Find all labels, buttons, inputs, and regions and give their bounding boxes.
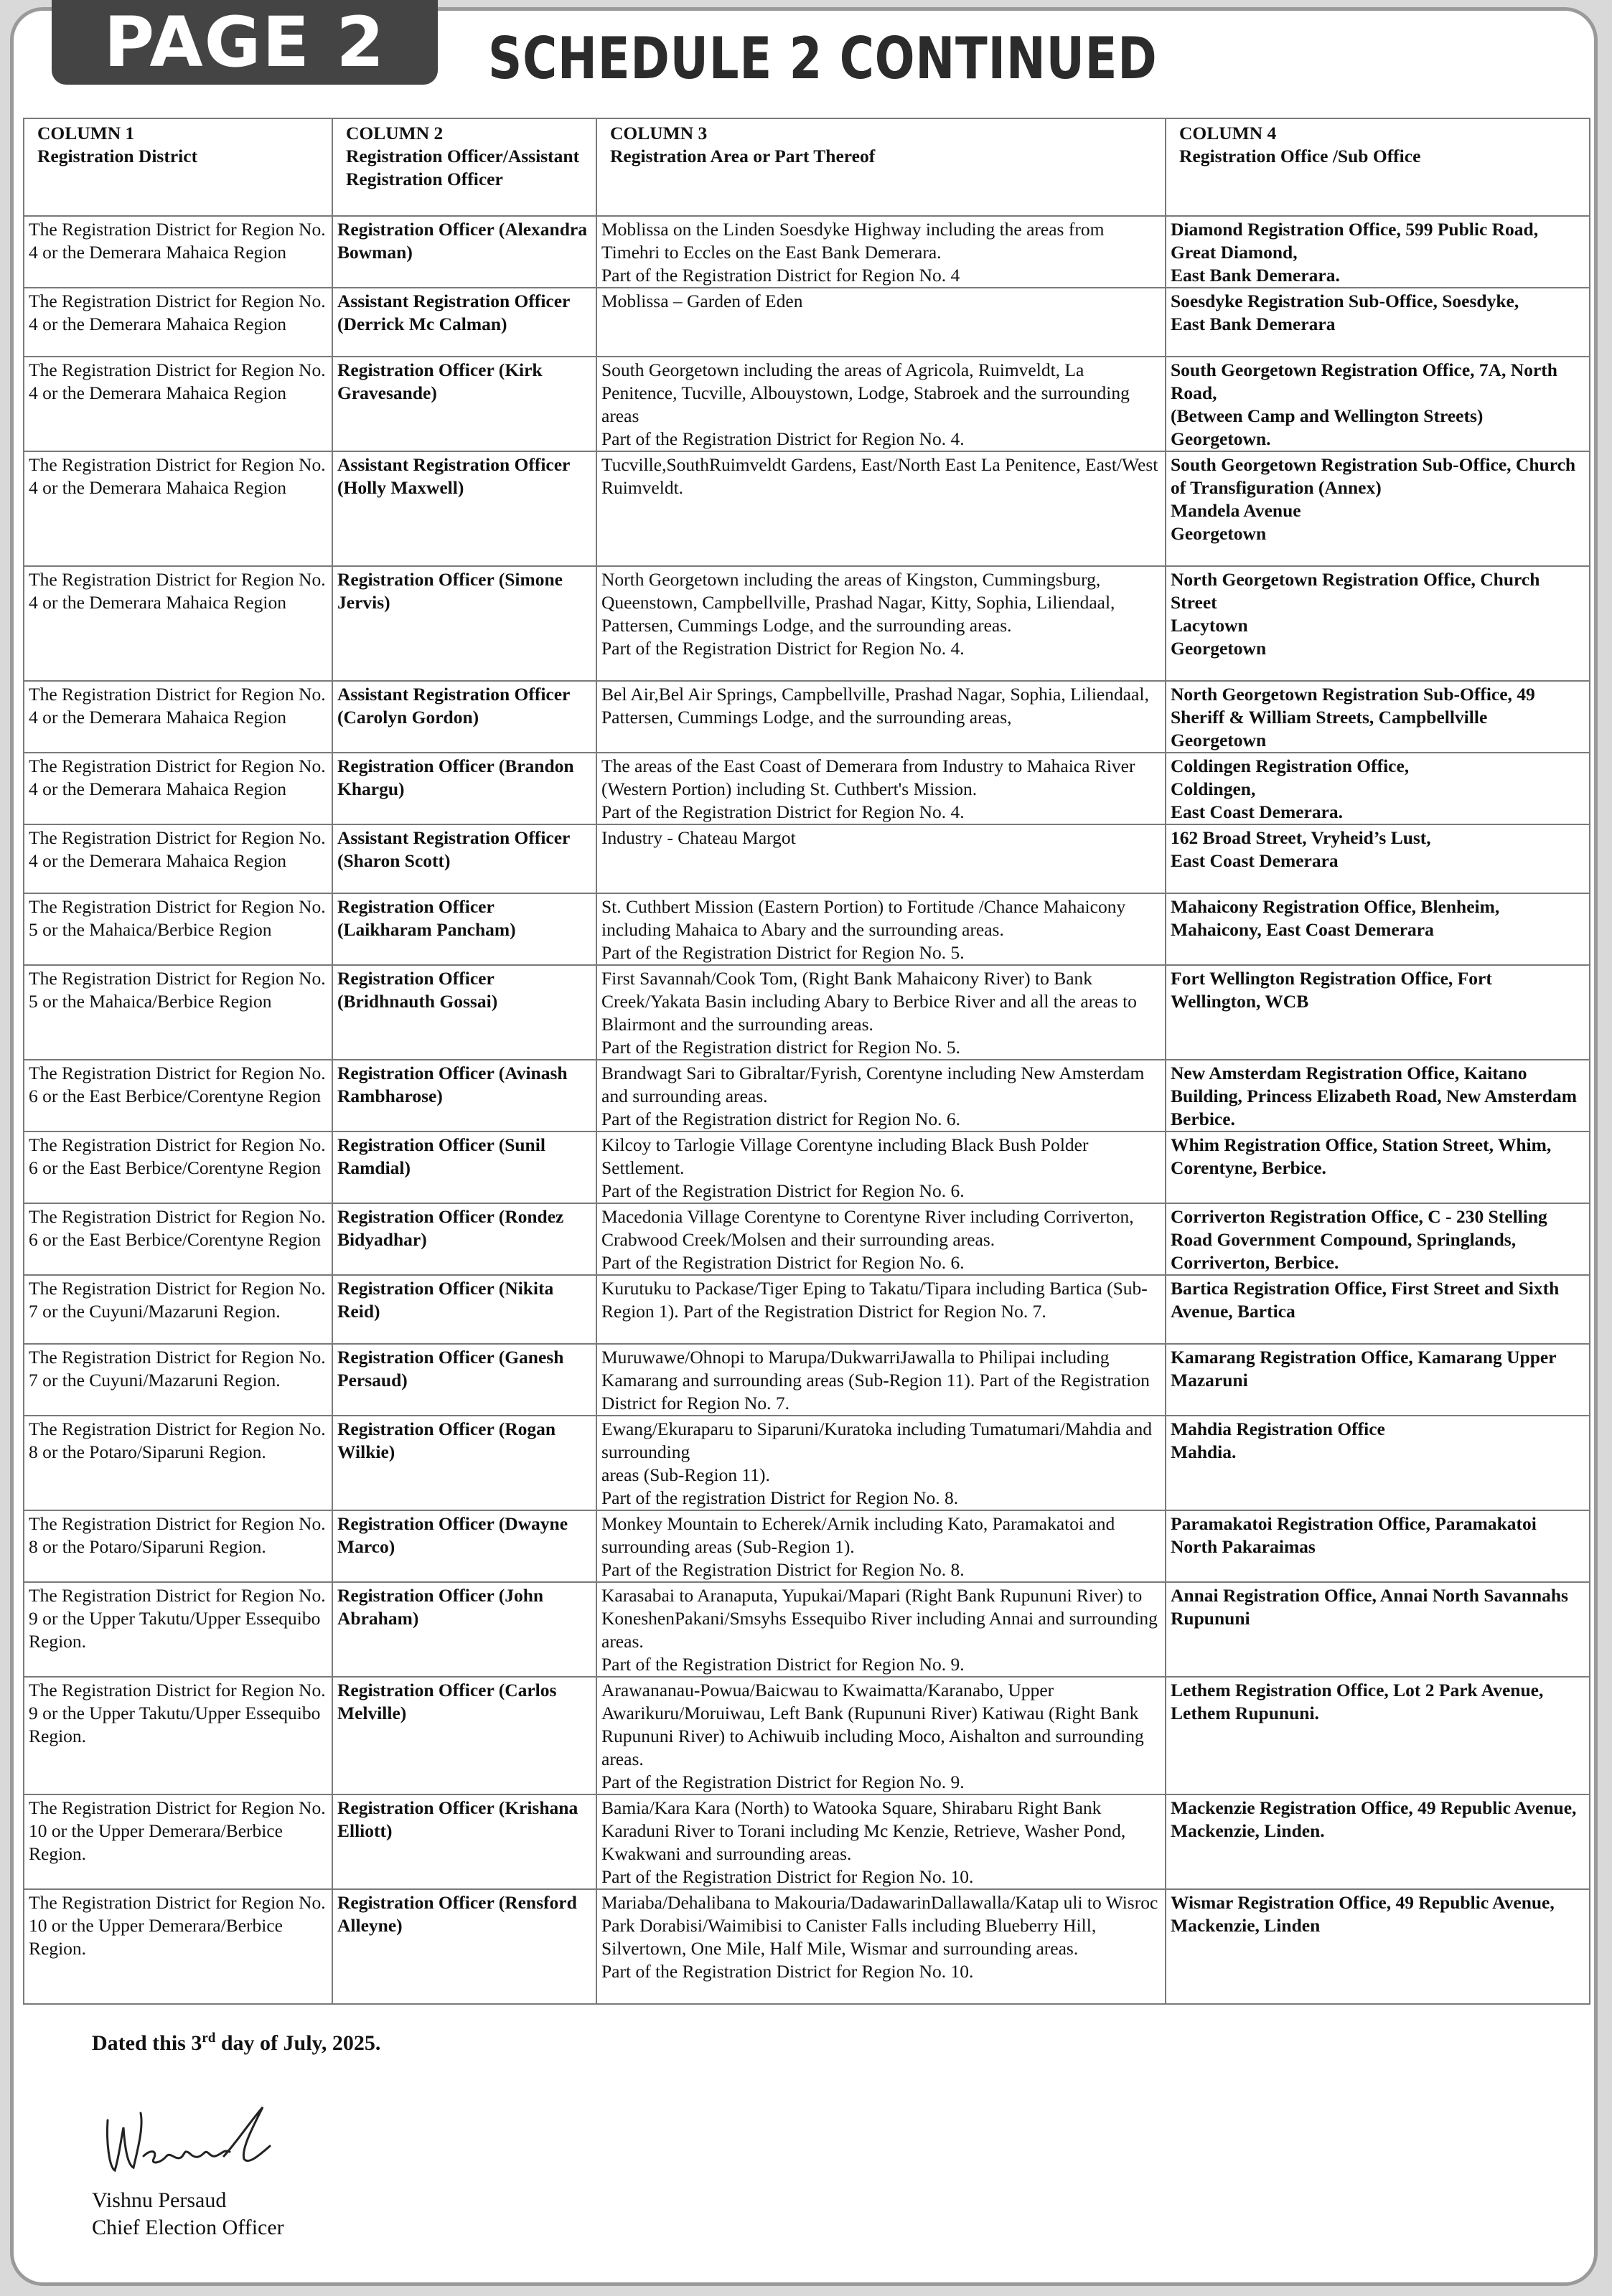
- district-cell: The Registration District for Region No. 6 or the East Berbice/Corentyne Region: [24, 1131, 332, 1203]
- table-row: [24, 1794, 1590, 1889]
- district-cell: The Registration District for Region No. 8 or the Potaro/Siparuni Region.: [24, 1416, 332, 1510]
- area-cell: [596, 893, 1166, 965]
- officer-cell: Registration Officer (Carlos Melville): [332, 1677, 596, 1794]
- district-cell: The Registration District for Region No. 4 or the Demerara Mahaica Region: [24, 824, 332, 893]
- table-row: [24, 753, 1590, 824]
- office-cell: [1166, 566, 1590, 681]
- area-line: Part of the Registration district for Region No. 6.: [601, 1109, 961, 1129]
- area-cell: [596, 753, 1166, 824]
- office-line: Coldingen Registration Office,: [1171, 756, 1410, 776]
- office-cell: [1166, 1275, 1590, 1344]
- area-line: Part of the Registration District for Region No. 9.: [601, 1772, 965, 1792]
- officer-cell: Assistant Registration Officer (Derrick Mc Calman): [332, 288, 596, 357]
- officer-cell: Registration Officer (Kirk Gravesande): [332, 357, 596, 451]
- area-line: Part of the Registration District for Region No. 9.: [601, 1654, 965, 1675]
- table-row: [24, 1510, 1590, 1582]
- signatory-name: Vishnu Persaud: [92, 2188, 227, 2212]
- officer-cell: Registration Officer (Ganesh Persaud): [332, 1344, 596, 1416]
- area-cell: [596, 1344, 1166, 1416]
- officer-cell: Registration Officer (John Abraham): [332, 1582, 596, 1677]
- office-line: Georgetown: [1171, 638, 1267, 659]
- office-cell: [1166, 753, 1590, 824]
- column-header: COLUMN 2 Registration Officer/Assistant Registration Officer: [332, 118, 596, 216]
- office-cell: [1166, 451, 1590, 566]
- office-cell: [1166, 1510, 1590, 1582]
- area-line: Monkey Mountain to Echerek/Arnik including Kato, Paramakatoi and surrounding areas (Sub-Region 1).: [601, 1513, 1115, 1557]
- office-line: 162 Broad Street, Vryheid’s Lust,: [1171, 827, 1431, 848]
- area-cell: [596, 1677, 1166, 1794]
- office-line: Bartica Registration Office, First Street and Sixth Avenue, Bartica: [1171, 1278, 1560, 1322]
- office-line: Soesdyke Registration Sub-Office, Soesdyke,: [1171, 291, 1519, 311]
- area-line: The areas of the East Coast of Demerara from Industry to Mahaica River (Western Portion) including St. Cuthbert's Mission.: [601, 756, 1135, 799]
- office-line: Georgetown.: [1171, 428, 1271, 449]
- office-cell: [1166, 1203, 1590, 1275]
- officer-cell: Assistant Registration Officer (Sharon Scott): [332, 824, 596, 893]
- office-line: East Coast Demerara: [1171, 850, 1339, 871]
- table-row: [24, 357, 1590, 451]
- area-line: Part of the Registration District for Region No. 4: [601, 265, 960, 286]
- office-cell: [1166, 1794, 1590, 1889]
- table-row: [24, 1203, 1590, 1275]
- page-label: PAGE 2: [52, 0, 438, 85]
- area-cell: [596, 357, 1166, 451]
- area-cell: [596, 566, 1166, 681]
- officer-cell: Registration Officer (Nikita Reid): [332, 1275, 596, 1344]
- column-header: COLUMN 1 Registration District: [24, 118, 332, 216]
- table-row: [24, 1344, 1590, 1416]
- district-cell: The Registration District for Region No. 9 or the Upper Takutu/Upper Essequibo Region.: [24, 1582, 332, 1677]
- table-row: [24, 893, 1590, 965]
- table-row: [24, 681, 1590, 753]
- office-line: North Georgetown Registration Office, Church Street: [1171, 569, 1540, 613]
- office-cell: [1166, 1677, 1590, 1794]
- office-line: (Between Camp and Wellington Streets): [1171, 405, 1484, 426]
- schedule-table: [23, 118, 1590, 2005]
- area-line: Arawananau-Powua/Baicwau to Kwaimatta/Karanabo, Upper Awarikuru/Moruiwau, Left Bank (Rupununi River) Katiwau (Right Bank Rupununi River) to Achiwuib including Moco, Aishalton and surrounding areas.: [601, 1680, 1144, 1769]
- table-row: [24, 1131, 1590, 1203]
- office-line: Wismar Registration Office, 49 Republic Avenue, Mackenzie, Linden: [1171, 1892, 1555, 1936]
- signatory: [92, 2187, 284, 2241]
- office-line: Lethem Registration Office, Lot 2 Park Avenue, Lethem Rupununi.: [1171, 1680, 1544, 1723]
- district-cell: The Registration District for Region No. 5 or the Mahaica/Berbice Region: [24, 893, 332, 965]
- officer-cell: Registration Officer (Simone Jervis): [332, 566, 596, 681]
- area-line: Moblissa on the Linden Soesdyke Highway including the areas from Timehri to Eccles on the East Bank Demerara.: [601, 219, 1105, 263]
- office-cell: [1166, 1889, 1590, 2004]
- area-line: Part of the Registration District for Region No. 4.: [601, 801, 965, 822]
- officer-cell: Registration Officer (Dwayne Marco): [332, 1510, 596, 1582]
- district-cell: The Registration District for Region No. 7 or the Cuyuni/Mazaruni Region.: [24, 1344, 332, 1416]
- table-row: [24, 566, 1590, 681]
- schedule-title: SCHEDULE 2 CONTINUED: [488, 25, 1158, 92]
- area-line: Brandwagt Sari to Gibraltar/Fyrish, Corentyne including New Amsterdam and surrounding areas.: [601, 1063, 1145, 1106]
- office-line: Paramakatoi Registration Office, Paramakatoi North Pakaraimas: [1171, 1513, 1537, 1557]
- area-cell: [596, 824, 1166, 893]
- officer-cell: Registration Officer (Rensford Alleyne): [332, 1889, 596, 2004]
- column-header: COLUMN 4 Registration Office /Sub Office: [1166, 118, 1590, 216]
- office-line: North Georgetown Registration Sub-Office, 49 Sheriff & William Streets, Campbellville: [1171, 684, 1535, 728]
- officer-cell: Registration Officer (Avinash Rambharose): [332, 1060, 596, 1131]
- area-line: Bamia/Kara Kara (North) to Watooka Square, Shirabaru Right Bank Karaduni River to Torani including Mc Kenzie, Retrieve, Washer Pond, Kwakwani and surrounding areas.: [601, 1797, 1126, 1864]
- area-line: Moblissa – Garden of Eden: [601, 291, 803, 311]
- office-line: Fort Wellington Registration Office, Fort Wellington, WCB: [1171, 968, 1492, 1012]
- area-line: Part of the Registration District for Region No. 10.: [601, 1866, 974, 1887]
- area-line: North Georgetown including the areas of Kingston, Cummingsburg, Queenstown, Campbellville, Prashad Nagar, Kitty, Sophia, Liliendaal, Pattersen, Cummings Lodge, and the surrounding areas.: [601, 569, 1115, 636]
- area-cell: [596, 1203, 1166, 1275]
- office-line: East Bank Demerara: [1171, 314, 1336, 334]
- officer-cell: Registration Officer (Rondez Bidyadhar): [332, 1203, 596, 1275]
- office-line: East Coast Demerara.: [1171, 801, 1344, 822]
- district-cell: The Registration District for Region No. 8 or the Potaro/Siparuni Region.: [24, 1510, 332, 1582]
- column-header: COLUMN 3 Registration Area or Part Thereof: [596, 118, 1166, 216]
- table-row: [24, 1889, 1590, 2004]
- officer-cell: Registration Officer (Bridhnauth Gossai): [332, 965, 596, 1060]
- officer-cell: Registration Officer (Laikharam Pancham): [332, 893, 596, 965]
- office-cell: [1166, 1582, 1590, 1677]
- area-line: Tucville,SouthRuimveldt Gardens, East/North East La Penitence, East/West Ruimveldt.: [601, 454, 1158, 498]
- district-cell: The Registration District for Region No. 4 or the Demerara Mahaica Region: [24, 357, 332, 451]
- district-cell: The Registration District for Region No. 6 or the East Berbice/Corentyne Region: [24, 1203, 332, 1275]
- officer-cell: Assistant Registration Officer (Holly Maxwell): [332, 451, 596, 566]
- table-row: [24, 288, 1590, 357]
- area-cell: [596, 216, 1166, 288]
- area-cell: [596, 1889, 1166, 2004]
- officer-cell: Registration Officer (Brandon Khargu): [332, 753, 596, 824]
- office-cell: [1166, 288, 1590, 357]
- area-line: Part of the Registration District for Region No. 4.: [601, 638, 965, 659]
- table-row: [24, 965, 1590, 1060]
- district-cell: The Registration District for Region No. 10 or the Upper Demerara/Berbice Region.: [24, 1889, 332, 2004]
- area-line: Kilcoy to Tarlogie Village Corentyne including Black Bush Polder Settlement.: [601, 1134, 1089, 1178]
- area-line: South Georgetown including the areas of Agricola, Ruimveldt, La Penitence, Tucville, Albouystown, Lodge, Stabroek and the surrounding areas: [601, 359, 1130, 426]
- office-cell: [1166, 681, 1590, 753]
- office-line: South Georgetown Registration Sub-Office, Church of Transfiguration (Annex): [1171, 454, 1576, 498]
- area-cell: [596, 1582, 1166, 1677]
- signature-image: [100, 2099, 280, 2185]
- area-line: Mariaba/Dehalibana to Makouria/DadawarinDallawalla/Katap uli to Wisroc Park Dorabisi/Waimibisi to Canister Falls including Blueberry Hill, Silvertown, One Mile, Half Mile, Wismar and surrounding areas.: [601, 1892, 1158, 1959]
- area-cell: [596, 1275, 1166, 1344]
- area-line: Muruwawe/Ohnopi to Marupa/DukwarriJawalla to Philipai including Kamarang and surrounding areas (Sub-Region 11). Part of the Registration District for Region No. 7.: [601, 1347, 1150, 1413]
- office-line: Georgetown: [1171, 523, 1267, 544]
- table-row: [24, 1275, 1590, 1344]
- office-line: Whim Registration Office, Station Street, Whim, Corentyne, Berbice.: [1171, 1134, 1552, 1178]
- office-cell: [1166, 1060, 1590, 1131]
- office-line: Mahdia Registration Office: [1171, 1418, 1385, 1439]
- office-cell: [1166, 824, 1590, 893]
- area-cell: [596, 1510, 1166, 1582]
- dated-line: Dated this 3rd day of July, 2025.: [92, 2031, 381, 2055]
- area-line: St. Cuthbert Mission (Eastern Portion) to Fortitude /Chance Mahaicony including Mahaica to Abary and the surrounding areas.: [601, 896, 1126, 940]
- officer-cell: Registration Officer (Alexandra Bowman): [332, 216, 596, 288]
- district-cell: The Registration District for Region No. 10 or the Upper Demerara/Berbice Region.: [24, 1794, 332, 1889]
- office-line: New Amsterdam Registration Office, Kaitano Building, Princess Elizabeth Road, New Amsterdam Berbice.: [1171, 1063, 1577, 1129]
- area-line: Part of the Registration District for Region No. 6.: [601, 1180, 965, 1201]
- area-line: areas (Sub-Region 11).: [601, 1464, 770, 1485]
- area-cell: [596, 1060, 1166, 1131]
- table-row: [24, 1677, 1590, 1794]
- area-line: Part of the Registration District for Region No. 4.: [601, 428, 965, 449]
- area-line: Part of the Registration district for Region No. 5.: [601, 1037, 961, 1058]
- office-cell: [1166, 893, 1590, 965]
- district-cell: The Registration District for Region No. 9 or the Upper Takutu/Upper Essequibo Region.: [24, 1677, 332, 1794]
- table-row: [24, 451, 1590, 566]
- district-cell: The Registration District for Region No. 4 or the Demerara Mahaica Region: [24, 681, 332, 753]
- office-line: Lacytown: [1171, 615, 1248, 636]
- officer-cell: Registration Officer (Sunil Ramdial): [332, 1131, 596, 1203]
- district-cell: The Registration District for Region No. 5 or the Mahaica/Berbice Region: [24, 965, 332, 1060]
- area-line: Part of the registration District for Region No. 8.: [601, 1487, 959, 1508]
- area-line: Part of the Registration District for Region No. 6.: [601, 1252, 965, 1273]
- office-line: Mackenzie Registration Office, 49 Republic Avenue, Mackenzie, Linden.: [1171, 1797, 1577, 1841]
- office-cell: [1166, 357, 1590, 451]
- office-cell: [1166, 1344, 1590, 1416]
- table-row: [24, 1060, 1590, 1131]
- officer-cell: Registration Officer (Krishana Elliott): [332, 1794, 596, 1889]
- office-line: Mahdia.: [1171, 1441, 1237, 1462]
- area-line: Part of the Registration District for Region No. 8.: [601, 1559, 965, 1580]
- table-row: [24, 1416, 1590, 1510]
- area-cell: [596, 965, 1166, 1060]
- office-cell: [1166, 1131, 1590, 1203]
- office-line: East Bank Demerara.: [1171, 265, 1340, 286]
- office-line: Diamond Registration Office, 599 Public Road, Great Diamond,: [1171, 219, 1539, 263]
- office-line: Corriverton Registration Office, C - 230 Stelling Road Government Compound, Springlands, Corriverton, Berbice.: [1171, 1206, 1547, 1273]
- district-cell: The Registration District for Region No. 4 or the Demerara Mahaica Region: [24, 566, 332, 681]
- district-cell: The Registration District for Region No. 4 or the Demerara Mahaica Region: [24, 451, 332, 566]
- officer-cell: Registration Officer (Rogan Wilkie): [332, 1416, 596, 1510]
- office-cell: [1166, 965, 1590, 1060]
- office-line: Annai Registration Office, Annai North Savannahs Rupununi: [1171, 1585, 1568, 1629]
- area-cell: [596, 1794, 1166, 1889]
- area-cell: [596, 1416, 1166, 1510]
- area-cell: [596, 1131, 1166, 1203]
- table-row: [24, 216, 1590, 288]
- table-row: [24, 1582, 1590, 1677]
- area-line: Ewang/Ekuraparu to Siparuni/Kuratoka including Tumatumari/Mahdia and surrounding: [601, 1418, 1152, 1462]
- office-line: Coldingen,: [1171, 778, 1256, 799]
- office-cell: [1166, 1416, 1590, 1510]
- area-line: First Savannah/Cook Tom, (Right Bank Mahaicony River) to Bank Creek/Yakata Basin including Abary to Berbice River and all the areas to Blairmont and the surrounding areas.: [601, 968, 1137, 1035]
- office-cell: [1166, 216, 1590, 288]
- area-cell: [596, 451, 1166, 566]
- area-line: Part of the Registration District for Region No. 5.: [601, 942, 965, 963]
- area-cell: [596, 681, 1166, 753]
- office-line: Mahaicony Registration Office, Blenheim, Mahaicony, East Coast Demerara: [1171, 896, 1500, 940]
- area-line: Part of the Registration District for Region No. 10.: [601, 1961, 974, 1982]
- area-line: Industry - Chateau Margot: [601, 827, 796, 848]
- office-line: South Georgetown Registration Office, 7A, North Road,: [1171, 359, 1557, 403]
- area-line: Karasabai to Aranaputa, Yupukai/Mapari (Right Bank Rupununi River) to KoneshenPakani/Smsyhs Essequibo River including Annai and surrounding areas.: [601, 1585, 1158, 1652]
- district-cell: The Registration District for Region No. 4 or the Demerara Mahaica Region: [24, 753, 332, 824]
- office-line: Mandela Avenue: [1171, 500, 1301, 521]
- district-cell: The Registration District for Region No. 7 or the Cuyuni/Mazaruni Region.: [24, 1275, 332, 1344]
- officer-cell: Assistant Registration Officer (Carolyn Gordon): [332, 681, 596, 753]
- district-cell: The Registration District for Region No. 4 or the Demerara Mahaica Region: [24, 288, 332, 357]
- area-line: Bel Air,Bel Air Springs, Campbellville, Prashad Nagar, Sophia, Liliendaal, Pattersen, Cummings Lodge, and the surrounding areas,: [601, 684, 1149, 728]
- office-line: Georgetown: [1171, 730, 1267, 751]
- table-header-row: [24, 118, 1590, 216]
- area-line: Macedonia Village Corentyne to Corentyne River including Corriverton, Crabwood Creek/Molsen and their surrounding areas.: [601, 1206, 1134, 1250]
- signatory-title: Chief Election Officer: [92, 2216, 284, 2239]
- office-line: Kamarang Registration Office, Kamarang Upper Mazaruni: [1171, 1347, 1557, 1391]
- district-cell: The Registration District for Region No. 6 or the East Berbice/Corentyne Region: [24, 1060, 332, 1131]
- area-cell: [596, 288, 1166, 357]
- district-cell: The Registration District for Region No. 4 or the Demerara Mahaica Region: [24, 216, 332, 288]
- area-line: Kurutuku to Packase/Tiger Eping to Takatu/Tipara including Bartica (Sub- Region 1). Part of the Registration District for Region No. 7.: [601, 1278, 1148, 1322]
- table-row: [24, 824, 1590, 893]
